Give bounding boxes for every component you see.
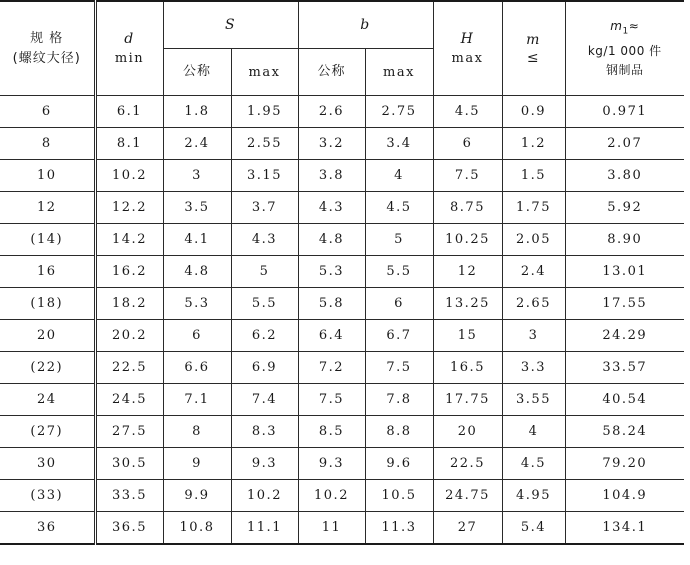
header-m1-material: 钢制品 <box>605 62 644 77</box>
cell-s-max: 5 <box>231 256 298 288</box>
header-b-nominal-label: 公称 <box>317 64 346 79</box>
cell-spec: 6 <box>0 96 95 128</box>
cell-d: 24.5 <box>95 384 163 416</box>
cell-b-max: 8.8 <box>365 416 433 448</box>
cell-spec: (27) <box>0 416 95 448</box>
cell-b-nominal: 6.4 <box>298 320 365 352</box>
cell-h: 6 <box>433 128 502 160</box>
cell-d: 22.5 <box>95 352 163 384</box>
cell-b-max: 5 <box>365 224 433 256</box>
header-b-symbol: b <box>360 17 371 33</box>
cell-spec: 24 <box>0 384 95 416</box>
cell-d: 27.5 <box>95 416 163 448</box>
cell-m: 1.75 <box>502 192 565 224</box>
cell-m: 4 <box>502 416 565 448</box>
cell-m: 3 <box>502 320 565 352</box>
cell-d: 18.2 <box>95 288 163 320</box>
cell-b-max: 10.5 <box>365 480 433 512</box>
cell-m1: 40.54 <box>565 384 684 416</box>
cell-m1: 5.92 <box>565 192 684 224</box>
cell-m1: 2.07 <box>565 128 684 160</box>
cell-b-max: 7.5 <box>365 352 433 384</box>
header-s-max <box>231 49 298 96</box>
cell-m: 1.5 <box>502 160 565 192</box>
cell-s-max: 1.95 <box>231 96 298 128</box>
cell-s-max: 6.9 <box>231 352 298 384</box>
cell-d: 12.2 <box>95 192 163 224</box>
cell-h: 22.5 <box>433 448 502 480</box>
cell-h: 7.5 <box>433 160 502 192</box>
table-row <box>0 224 684 256</box>
cell-m1: 8.90 <box>565 224 684 256</box>
cell-d: 30.5 <box>95 448 163 480</box>
header-m1-unit: kg/1 000 件 <box>587 43 662 58</box>
cell-m1: 134.1 <box>565 512 684 545</box>
cell-b-nominal: 7.2 <box>298 352 365 384</box>
cell-s-nominal: 3.5 <box>163 192 231 224</box>
cell-m1: 79.20 <box>565 448 684 480</box>
header-m1-subscript: 1 <box>622 26 629 37</box>
cell-s-nominal: 3 <box>163 160 231 192</box>
cell-b-max: 4 <box>365 160 433 192</box>
cell-s-max: 7.4 <box>231 384 298 416</box>
cell-h: 17.75 <box>433 384 502 416</box>
cell-m: 2.05 <box>502 224 565 256</box>
table-row <box>0 192 684 224</box>
cell-b-max: 5.5 <box>365 256 433 288</box>
cell-b-nominal: 8.5 <box>298 416 365 448</box>
header-b-max <box>365 49 433 96</box>
header-d-symbol: d <box>124 31 135 47</box>
cell-s-max: 4.3 <box>231 224 298 256</box>
header-row-top <box>0 1 684 49</box>
cell-m1: 3.80 <box>565 160 684 192</box>
cell-m1: 58.24 <box>565 416 684 448</box>
cell-m1: 24.29 <box>565 320 684 352</box>
cell-m1: 17.55 <box>565 288 684 320</box>
cell-b-nominal: 3.2 <box>298 128 365 160</box>
header-b-max-label: max <box>383 64 415 80</box>
header-m-symbol: m <box>526 31 541 48</box>
header-d-sub: min <box>114 51 145 66</box>
cell-spec: (22) <box>0 352 95 384</box>
cell-d: 33.5 <box>95 480 163 512</box>
table-row <box>0 320 684 352</box>
header-s-nominal-label: 公称 <box>182 64 211 79</box>
table-row <box>0 128 684 160</box>
header-h <box>433 1 502 96</box>
cell-spec: 20 <box>0 320 95 352</box>
cell-s-nominal: 9.9 <box>163 480 231 512</box>
cell-spec: 16 <box>0 256 95 288</box>
cell-s-nominal: 9 <box>163 448 231 480</box>
cell-m1: 104.9 <box>565 480 684 512</box>
cell-m1: 33.57 <box>565 352 684 384</box>
cell-b-nominal: 2.6 <box>298 96 365 128</box>
table-row <box>0 448 684 480</box>
cell-s-max: 3.15 <box>231 160 298 192</box>
cell-h: 8.75 <box>433 192 502 224</box>
cell-h: 20 <box>433 416 502 448</box>
cell-d: 10.2 <box>95 160 163 192</box>
table-row <box>0 512 684 545</box>
cell-d: 8.1 <box>95 128 163 160</box>
cell-spec: 10 <box>0 160 95 192</box>
cell-s-nominal: 2.4 <box>163 128 231 160</box>
cell-b-nominal: 3.8 <box>298 160 365 192</box>
cell-d: 6.1 <box>95 96 163 128</box>
header-s-nominal <box>163 49 231 96</box>
cell-h: 4.5 <box>433 96 502 128</box>
table-row <box>0 288 684 320</box>
cell-b-max: 3.4 <box>365 128 433 160</box>
header-d <box>95 1 163 96</box>
cell-s-nominal: 6 <box>163 320 231 352</box>
table-row <box>0 384 684 416</box>
header-s-max-label: max <box>248 64 281 80</box>
cell-b-max: 11.3 <box>365 512 433 545</box>
cell-b-nominal: 10.2 <box>298 480 365 512</box>
cell-spec: (18) <box>0 288 95 320</box>
cell-h: 13.25 <box>433 288 502 320</box>
cell-s-max: 3.7 <box>231 192 298 224</box>
table-row <box>0 416 684 448</box>
cell-m: 2.4 <box>502 256 565 288</box>
cell-h: 24.75 <box>433 480 502 512</box>
cell-d: 36.5 <box>95 512 163 545</box>
cell-h: 16.5 <box>433 352 502 384</box>
cell-d: 16.2 <box>95 256 163 288</box>
cell-b-nominal: 7.5 <box>298 384 365 416</box>
cell-b-nominal: 5.3 <box>298 256 365 288</box>
cell-s-max: 9.3 <box>231 448 298 480</box>
header-s <box>163 1 298 49</box>
cell-s-max: 8.3 <box>231 416 298 448</box>
cell-spec: 8 <box>0 128 95 160</box>
cell-b-nominal: 11 <box>298 512 365 545</box>
cell-b-max: 6 <box>365 288 433 320</box>
header-m-sub: ≤ <box>526 49 541 66</box>
cell-b-nominal: 4.8 <box>298 224 365 256</box>
header-m1-symbol: m <box>610 19 623 34</box>
cell-spec: 30 <box>0 448 95 480</box>
cell-s-nominal: 7.1 <box>163 384 231 416</box>
header-spec-label: 规 格 <box>30 30 64 46</box>
table-body <box>0 96 684 545</box>
header-m <box>502 1 565 96</box>
cell-b-max: 4.5 <box>365 192 433 224</box>
cell-m: 5.4 <box>502 512 565 545</box>
header-spec <box>0 1 95 96</box>
cell-b-max: 9.6 <box>365 448 433 480</box>
cell-spec: 12 <box>0 192 95 224</box>
cell-d: 14.2 <box>95 224 163 256</box>
table-row <box>0 160 684 192</box>
cell-s-nominal: 6.6 <box>163 352 231 384</box>
cell-s-max: 11.1 <box>231 512 298 545</box>
cell-m: 2.65 <box>502 288 565 320</box>
cell-b-max: 7.8 <box>365 384 433 416</box>
header-m1-approx: ≈ <box>628 19 640 34</box>
cell-h: 15 <box>433 320 502 352</box>
cell-s-max: 2.55 <box>231 128 298 160</box>
cell-b-max: 2.75 <box>365 96 433 128</box>
header-spec-sublabel: (螺纹大径) <box>12 50 81 66</box>
cell-b-nominal: 5.8 <box>298 288 365 320</box>
cell-b-nominal: 4.3 <box>298 192 365 224</box>
cell-h: 27 <box>433 512 502 545</box>
cell-m: 4.5 <box>502 448 565 480</box>
cell-b-nominal: 9.3 <box>298 448 365 480</box>
header-b <box>298 1 433 49</box>
cell-spec: 36 <box>0 512 95 545</box>
table-row <box>0 480 684 512</box>
cell-b-max: 6.7 <box>365 320 433 352</box>
table-row <box>0 352 684 384</box>
table-row <box>0 256 684 288</box>
cell-m: 1.2 <box>502 128 565 160</box>
cell-s-nominal: 4.8 <box>163 256 231 288</box>
cell-s-max: 5.5 <box>231 288 298 320</box>
cell-s-nominal: 10.8 <box>163 512 231 545</box>
header-m1-title <box>566 17 685 41</box>
table-row <box>0 96 684 128</box>
cell-s-nominal: 8 <box>163 416 231 448</box>
cell-m: 0.9 <box>502 96 565 128</box>
header-s-symbol: S <box>224 17 237 33</box>
cell-h: 10.25 <box>433 224 502 256</box>
cell-spec: (33) <box>0 480 95 512</box>
cell-s-nominal: 5.3 <box>163 288 231 320</box>
header-b-nominal <box>298 49 365 96</box>
cell-spec: (14) <box>0 224 95 256</box>
cell-m: 3.55 <box>502 384 565 416</box>
cell-m: 4.95 <box>502 480 565 512</box>
cell-s-nominal: 1.8 <box>163 96 231 128</box>
cell-m1: 13.01 <box>565 256 684 288</box>
cell-m1: 0.971 <box>565 96 684 128</box>
header-h-symbol: H <box>460 31 475 47</box>
cell-s-max: 10.2 <box>231 480 298 512</box>
cell-m: 3.3 <box>502 352 565 384</box>
header-h-sub: max <box>451 51 484 66</box>
cell-s-nominal: 4.1 <box>163 224 231 256</box>
cell-s-max: 6.2 <box>231 320 298 352</box>
cell-d: 20.2 <box>95 320 163 352</box>
header-m1 <box>565 1 684 96</box>
cell-h: 12 <box>433 256 502 288</box>
